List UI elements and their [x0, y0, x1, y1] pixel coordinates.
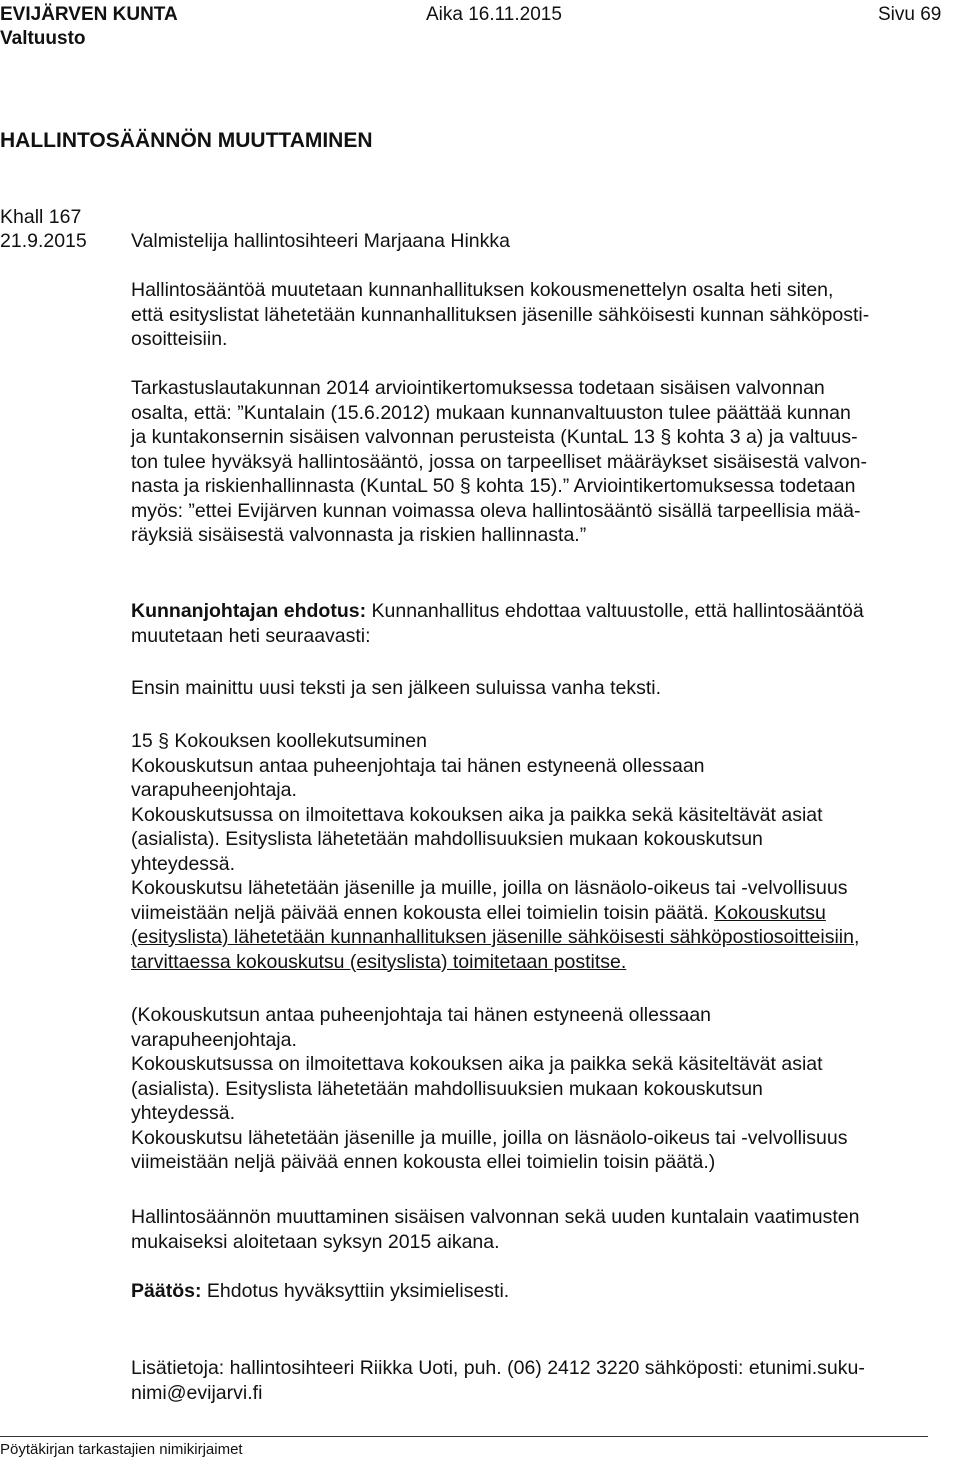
text-line: myös: ”ettei Evijärven kunnan voimassa oleva hallintosääntö sisällä tarpeellisia mää-: [131, 499, 861, 522]
text-line: Kokouskutsussa on ilmoitettava kokouksen aika ja paikka sekä käsiteltävät asiat: [131, 1053, 823, 1075]
text-line: (asialista). Esityslista lähetetään mahdollisuuksien mukaan kokouskutsun: [131, 1077, 763, 1100]
decision-label: Päätös:: [131, 1280, 202, 1302]
text-line: Kokouskutsun antaa puheenjohtaja tai hänen estyneenä ollessaan: [131, 754, 705, 777]
text-line: Hallintosäännön muuttaminen sisäisen valvonnan sekä uuden kuntalain vaatimusten: [131, 1206, 860, 1228]
khall-date: 21.9.2015: [0, 230, 87, 252]
proposal: [131, 599, 956, 648]
decision: [131, 1279, 956, 1304]
decision-text: Ehdotus hyväksyttiin yksimielisesti.: [201, 1280, 510, 1302]
added-text: tarvittaessa kokouskutsu (esityslista) toimitetaan postitse.: [131, 950, 627, 973]
text-line: Kokouskutsussa on ilmoitettava kokouksen aika ja paikka sekä käsiteltävät asiat: [131, 803, 823, 826]
text-line: [131, 599, 956, 624]
text-line: räyksiä sisäisestä valvonnasta ja riskien hallinnasta.”: [131, 524, 587, 546]
text-line: yhteydessä.: [131, 1102, 236, 1124]
meeting-date: Aika 16.11.2015: [426, 4, 562, 25]
text-line: Kokouskutsu lähetetään jäsenille ja muille, joilla on läsnäolo-oikeus tai -velvollisuus: [131, 877, 848, 899]
contact-info: [131, 1356, 956, 1405]
text-line: ja kuntakonsernin sisäisen valvonnan perusteista (KuntaL 13 § kohta 3 a) ja valtuus-: [131, 426, 858, 448]
text-line: osoitteisiin.: [131, 328, 228, 350]
text-line: [131, 901, 956, 926]
page-number: Sivu 69: [878, 4, 942, 25]
text-line: Hallintosääntöä muutetaan kunnanhallituksen kokousmenettelyn osalta heti siten,: [131, 279, 834, 301]
added-text: (esityslista) lähetetään kunnanhallituksen jäsenille sähköisesti sähköpostiosoitteisiin,: [131, 926, 860, 948]
text-line: (Kokouskutsun antaa puheenjohtaja tai hänen estyneenä ollessaan: [131, 1004, 712, 1026]
text-line: 15 § Kokouksen koollekutsuminen: [131, 730, 427, 752]
proposal-label: Kunnanjohtajan ehdotus:: [131, 600, 367, 622]
text-line: osalta, että: ”Kuntalain (15.6.2012) mukaan kunnanvaltuuston tulee päättää kunnan: [131, 401, 851, 424]
footer-text: Pöytäkirjan tarkastajien nimikirjaimet: [0, 1441, 243, 1458]
proposal-text: Kunnanhallitus ehdottaa valtuustolle, että hallintosääntöä: [366, 600, 864, 622]
new-rule-text: [131, 729, 956, 974]
text-line: ton tulee hyväksyä hallintosääntö, jossa on tarpeelliset määräykset sisäisestä valvon-: [131, 450, 867, 473]
body-name: Valtuusto: [0, 28, 86, 49]
text-line: varapuheenjohtaja.: [131, 779, 297, 801]
text-line: yhteydessä.: [131, 852, 236, 875]
text-line: varapuheenjohtaja.: [131, 1028, 297, 1051]
municipality-name: EVIJÄRVEN KUNTA: [0, 4, 178, 25]
text-line: että esityslistat lähetetään kunnanhallituksen jäsenille sähköisesti kunnan sähköposti-: [131, 303, 870, 326]
added-text: Kokouskutsu: [714, 901, 826, 924]
text-line: nimi@evijarvi.fi: [131, 1381, 263, 1404]
text-line: [131, 1279, 956, 1304]
text-line: viimeistään neljä päivää ennen kokousta ellei toimielin toisin päätä.): [131, 1151, 716, 1173]
footer-divider: [0, 1436, 928, 1437]
text-line: (asialista). Esityslista lähetetään mahdollisuuksien mukaan kokouskutsun: [131, 828, 763, 850]
text-line: mukaiseksi aloitetaan syksyn 2015 aikana.: [131, 1230, 500, 1253]
text-line: Lisätietoja: hallintosihteeri Riikka Uoti, puh. (06) 2412 3220 sähköposti: etunimi.suku-: [131, 1357, 865, 1379]
text-line: Tarkastuslautakunnan 2014 arviointikertomuksessa todetaan sisäisen valvonnan: [131, 377, 825, 399]
text-line: nasta ja riskienhallinnasta (KuntaL 50 § kohta 15).” Arviointikertomuksessa todetaan: [131, 475, 856, 497]
preparer-line: Valmistelija hallintosihteeri Marjaana Hinkka: [131, 230, 510, 252]
text-line: muutetaan heti seuraavasti:: [131, 624, 371, 647]
paragraph-1: [131, 278, 956, 352]
old-rule-text: [131, 1003, 956, 1175]
note-paragraph: [131, 1205, 956, 1254]
text-span: viimeistään neljä päivää ennen kokousta ellei toimielin toisin päätä.: [131, 901, 715, 924]
proposal-intro: Ensin mainittu uusi teksti ja sen jälkeen suluissa vanha teksti.: [131, 677, 662, 699]
text-line: Kokouskutsu lähetetään jäsenille ja muille, joilla on läsnäolo-oikeus tai -velvollisuus: [131, 1126, 848, 1149]
page-title: HALLINTOSÄÄNNÖN MUUTTAMINEN: [0, 129, 373, 152]
paragraph-2: [131, 376, 956, 548]
khall-ref: Khall 167: [0, 206, 82, 228]
